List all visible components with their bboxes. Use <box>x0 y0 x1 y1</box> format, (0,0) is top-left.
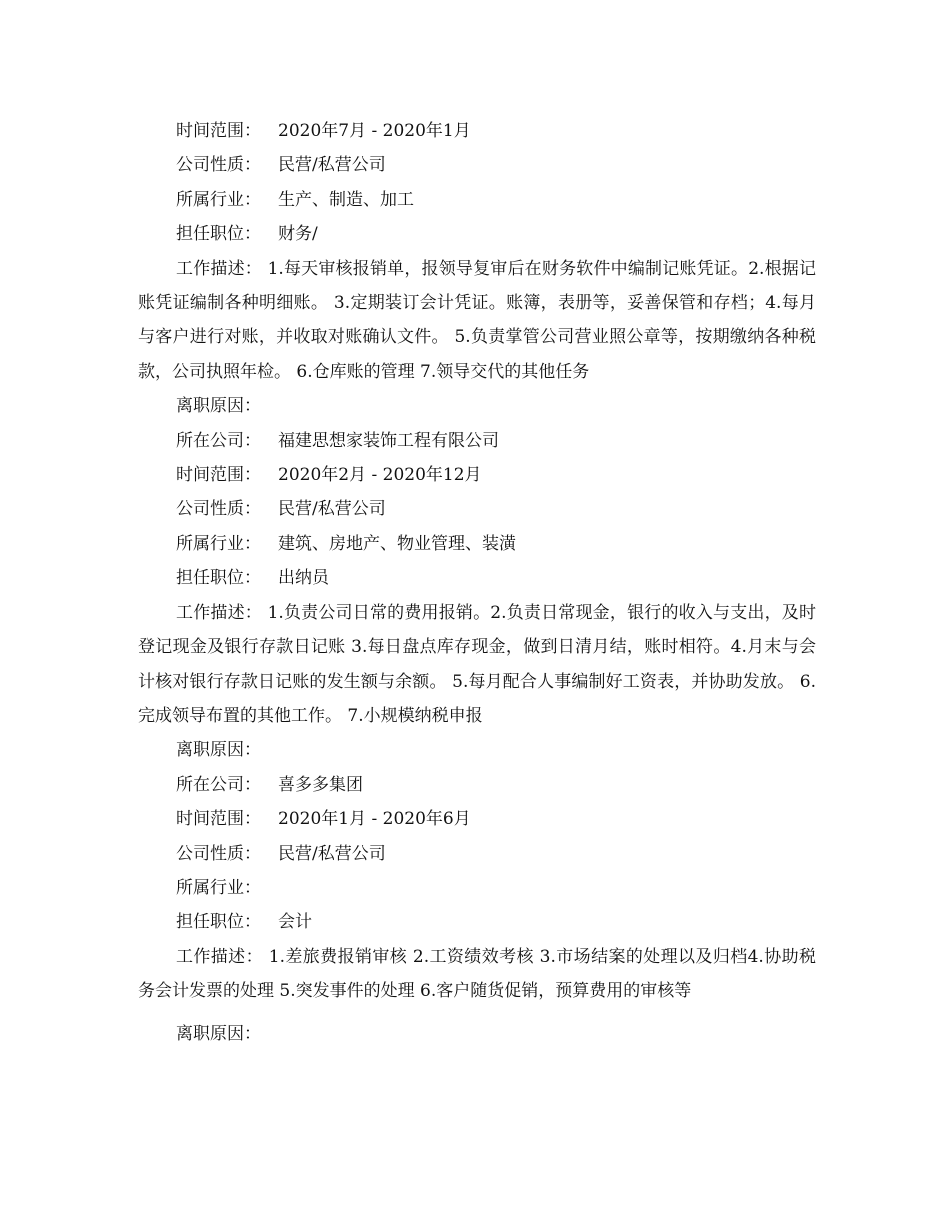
position-label: 担任职位： <box>176 224 261 245</box>
leave-reason-row <box>138 1017 816 1051</box>
industry-row <box>138 527 816 561</box>
industry-value: 建筑、房地产、物业管理、装潢 <box>278 533 516 554</box>
company-nature-row <box>138 148 816 182</box>
industry-label: 所属行业： <box>176 533 261 554</box>
position-label: 担任职位： <box>176 568 261 589</box>
position-row <box>138 217 816 251</box>
industry-label: 所属行业： <box>176 877 261 898</box>
time-range-row <box>138 802 816 836</box>
time-range-value: 2020年1月 - 2020年6月 <box>278 809 471 830</box>
company-value: 喜多多集团 <box>278 774 363 795</box>
company-value: 福建思想家装饰工程有限公司 <box>278 430 499 451</box>
leave-reason-label: 离职原因： <box>176 396 261 417</box>
work-entry-1 <box>138 114 816 424</box>
time-range-value: 2020年2月 - 2020年12月 <box>278 465 482 486</box>
work-entry-2 <box>138 424 816 768</box>
time-range-label: 时间范围： <box>176 121 261 141</box>
position-row <box>138 905 816 939</box>
company-nature-label: 公司性质： <box>176 843 261 864</box>
company-nature-label: 公司性质： <box>176 155 261 176</box>
leave-reason-row <box>138 389 816 423</box>
position-value: 出纳员 <box>278 568 329 589</box>
industry-row <box>138 871 816 905</box>
company-label: 所在公司： <box>176 774 261 795</box>
time-range-value: 2020年7月 - 2020年1月 <box>278 121 471 141</box>
company-label: 所在公司： <box>176 430 261 451</box>
company-nature-row <box>138 837 816 871</box>
industry-label: 所属行业： <box>176 189 261 210</box>
resume-work-history <box>138 114 816 1051</box>
company-nature-value: 民营/私营公司 <box>278 843 386 864</box>
leave-reason-label: 离职原因： <box>176 740 261 761</box>
time-range-label: 时间范围： <box>176 465 261 486</box>
position-label: 担任职位： <box>176 912 261 933</box>
industry-row <box>138 183 816 217</box>
company-nature-value: 民营/私营公司 <box>278 155 386 176</box>
industry-value: 生产、制造、加工 <box>278 189 414 210</box>
position-value: 财务/ <box>278 224 318 245</box>
time-range-row <box>138 114 816 148</box>
position-value: 会计 <box>278 912 312 933</box>
time-range-row <box>138 458 816 492</box>
job-description: 工作描述： 1.负责公司日常的费用报销。2.负责日常现金，银行的收入与支出，及时登记现金及银行存款日记账 3.每日盘点库存现金，做到日清月结，账时相符。4.月末与会计核对银行存款日记账的发生额与余额。 5.每月配合人事编制好工资表，并协助发放。 6.完成领导布置的其他工作。 7.小规模纳税申报 <box>138 602 816 726</box>
position-row <box>138 561 816 595</box>
leave-reason-label: 离职原因： <box>176 1023 261 1044</box>
company-row <box>138 768 816 802</box>
company-nature-value: 民营/私营公司 <box>278 499 386 520</box>
job-description: 工作描述： 1.每天审核报销单，报领导复审后在财务软件中编制记账凭证。2.根据记账凭证编制各种明细账。 3.定期装订会计凭证。账簿，表册等，妥善保管和存档；4.每月与客户进行对账，并收取对账确认文件。 5.负责掌管公司营业照公章等，按期缴纳各种税款，公司执照年检。 6.仓库账的管理 7.领导交代的其他任务 <box>138 258 816 382</box>
leave-reason-row <box>138 733 816 767</box>
company-nature-label: 公司性质： <box>176 499 261 520</box>
job-description: 工作描述： 1.差旅费报销审核 2.工资绩效考核 3.市场结案的处理以及归档4.协助税务会计发票的处理 5.突发事件的处理 6.客户随货促销，预算费用的审核等 <box>138 946 816 1002</box>
work-entry-3 <box>138 768 816 1051</box>
company-row <box>138 424 816 458</box>
time-range-label: 时间范围： <box>176 809 261 830</box>
company-nature-row <box>138 492 816 526</box>
